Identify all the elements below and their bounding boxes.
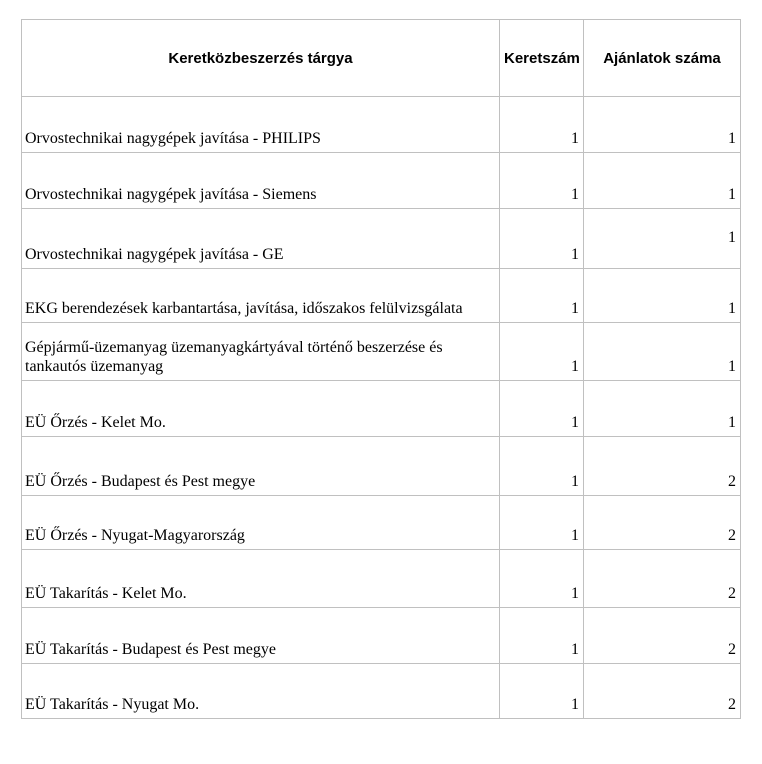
table-row <box>22 269 741 323</box>
subject-cell: Orvostechnikai nagygépek javítása - PHILIPS <box>22 97 500 153</box>
keretszam-cell: 1 <box>500 381 584 437</box>
keretszam-cell: 1 <box>500 323 584 381</box>
subject-cell: EÜ Takarítás - Budapest és Pest megye <box>22 608 500 664</box>
ajanlatok-cell: 1 <box>584 209 741 269</box>
ajanlatok-cell: 2 <box>584 496 741 550</box>
table-row <box>22 153 741 209</box>
header-row <box>22 20 741 97</box>
subject-cell: Gépjármű-üzemanyag üzemanyagkártyával történő beszerzése és tankautós üzemanyag <box>22 323 500 381</box>
ajanlatok-cell: 1 <box>584 381 741 437</box>
subject-cell: EÜ Őrzés - Budapest és Pest megye <box>22 437 500 496</box>
keretszam-cell: 1 <box>500 269 584 323</box>
ajanlatok-cell: 1 <box>584 97 741 153</box>
table-row <box>22 496 741 550</box>
subject-cell: Orvostechnikai nagygépek javítása - Siemens <box>22 153 500 209</box>
ajanlatok-cell: 1 <box>584 323 741 381</box>
keretszam-cell: 1 <box>500 608 584 664</box>
keretszam-cell: 1 <box>500 437 584 496</box>
keretszam-cell: 1 <box>500 496 584 550</box>
column-header-keretszam: Keretszám <box>500 20 584 97</box>
table-row <box>22 437 741 496</box>
procurement-table <box>21 19 741 719</box>
table-row <box>22 381 741 437</box>
ajanlatok-cell: 1 <box>584 269 741 323</box>
keretszam-cell: 1 <box>500 664 584 719</box>
subject-cell: Orvostechnikai nagygépek javítása - GE <box>22 209 500 269</box>
keretszam-cell: 1 <box>500 97 584 153</box>
column-header-subject: Keretközbeszerzés tárgya <box>22 20 500 97</box>
table-row <box>22 664 741 719</box>
ajanlatok-cell: 2 <box>584 608 741 664</box>
column-header-ajanlatok: Ajánlatok száma <box>584 20 741 97</box>
table-row <box>22 323 741 381</box>
table-row <box>22 608 741 664</box>
table-row <box>22 550 741 608</box>
subject-cell: EKG berendezések karbantartása, javítása, időszakos felülvizsgálata <box>22 269 500 323</box>
subject-cell: EÜ Őrzés - Kelet Mo. <box>22 381 500 437</box>
ajanlatok-cell: 1 <box>584 153 741 209</box>
ajanlatok-cell: 2 <box>584 664 741 719</box>
table-row <box>22 209 741 269</box>
subject-cell: EÜ Takarítás - Nyugat Mo. <box>22 664 500 719</box>
ajanlatok-cell: 2 <box>584 550 741 608</box>
subject-cell: EÜ Takarítás - Kelet Mo. <box>22 550 500 608</box>
subject-cell: EÜ Őrzés - Nyugat-Magyarország <box>22 496 500 550</box>
table-row <box>22 97 741 153</box>
ajanlatok-cell: 2 <box>584 437 741 496</box>
keretszam-cell: 1 <box>500 153 584 209</box>
keretszam-cell: 1 <box>500 209 584 269</box>
keretszam-cell: 1 <box>500 550 584 608</box>
